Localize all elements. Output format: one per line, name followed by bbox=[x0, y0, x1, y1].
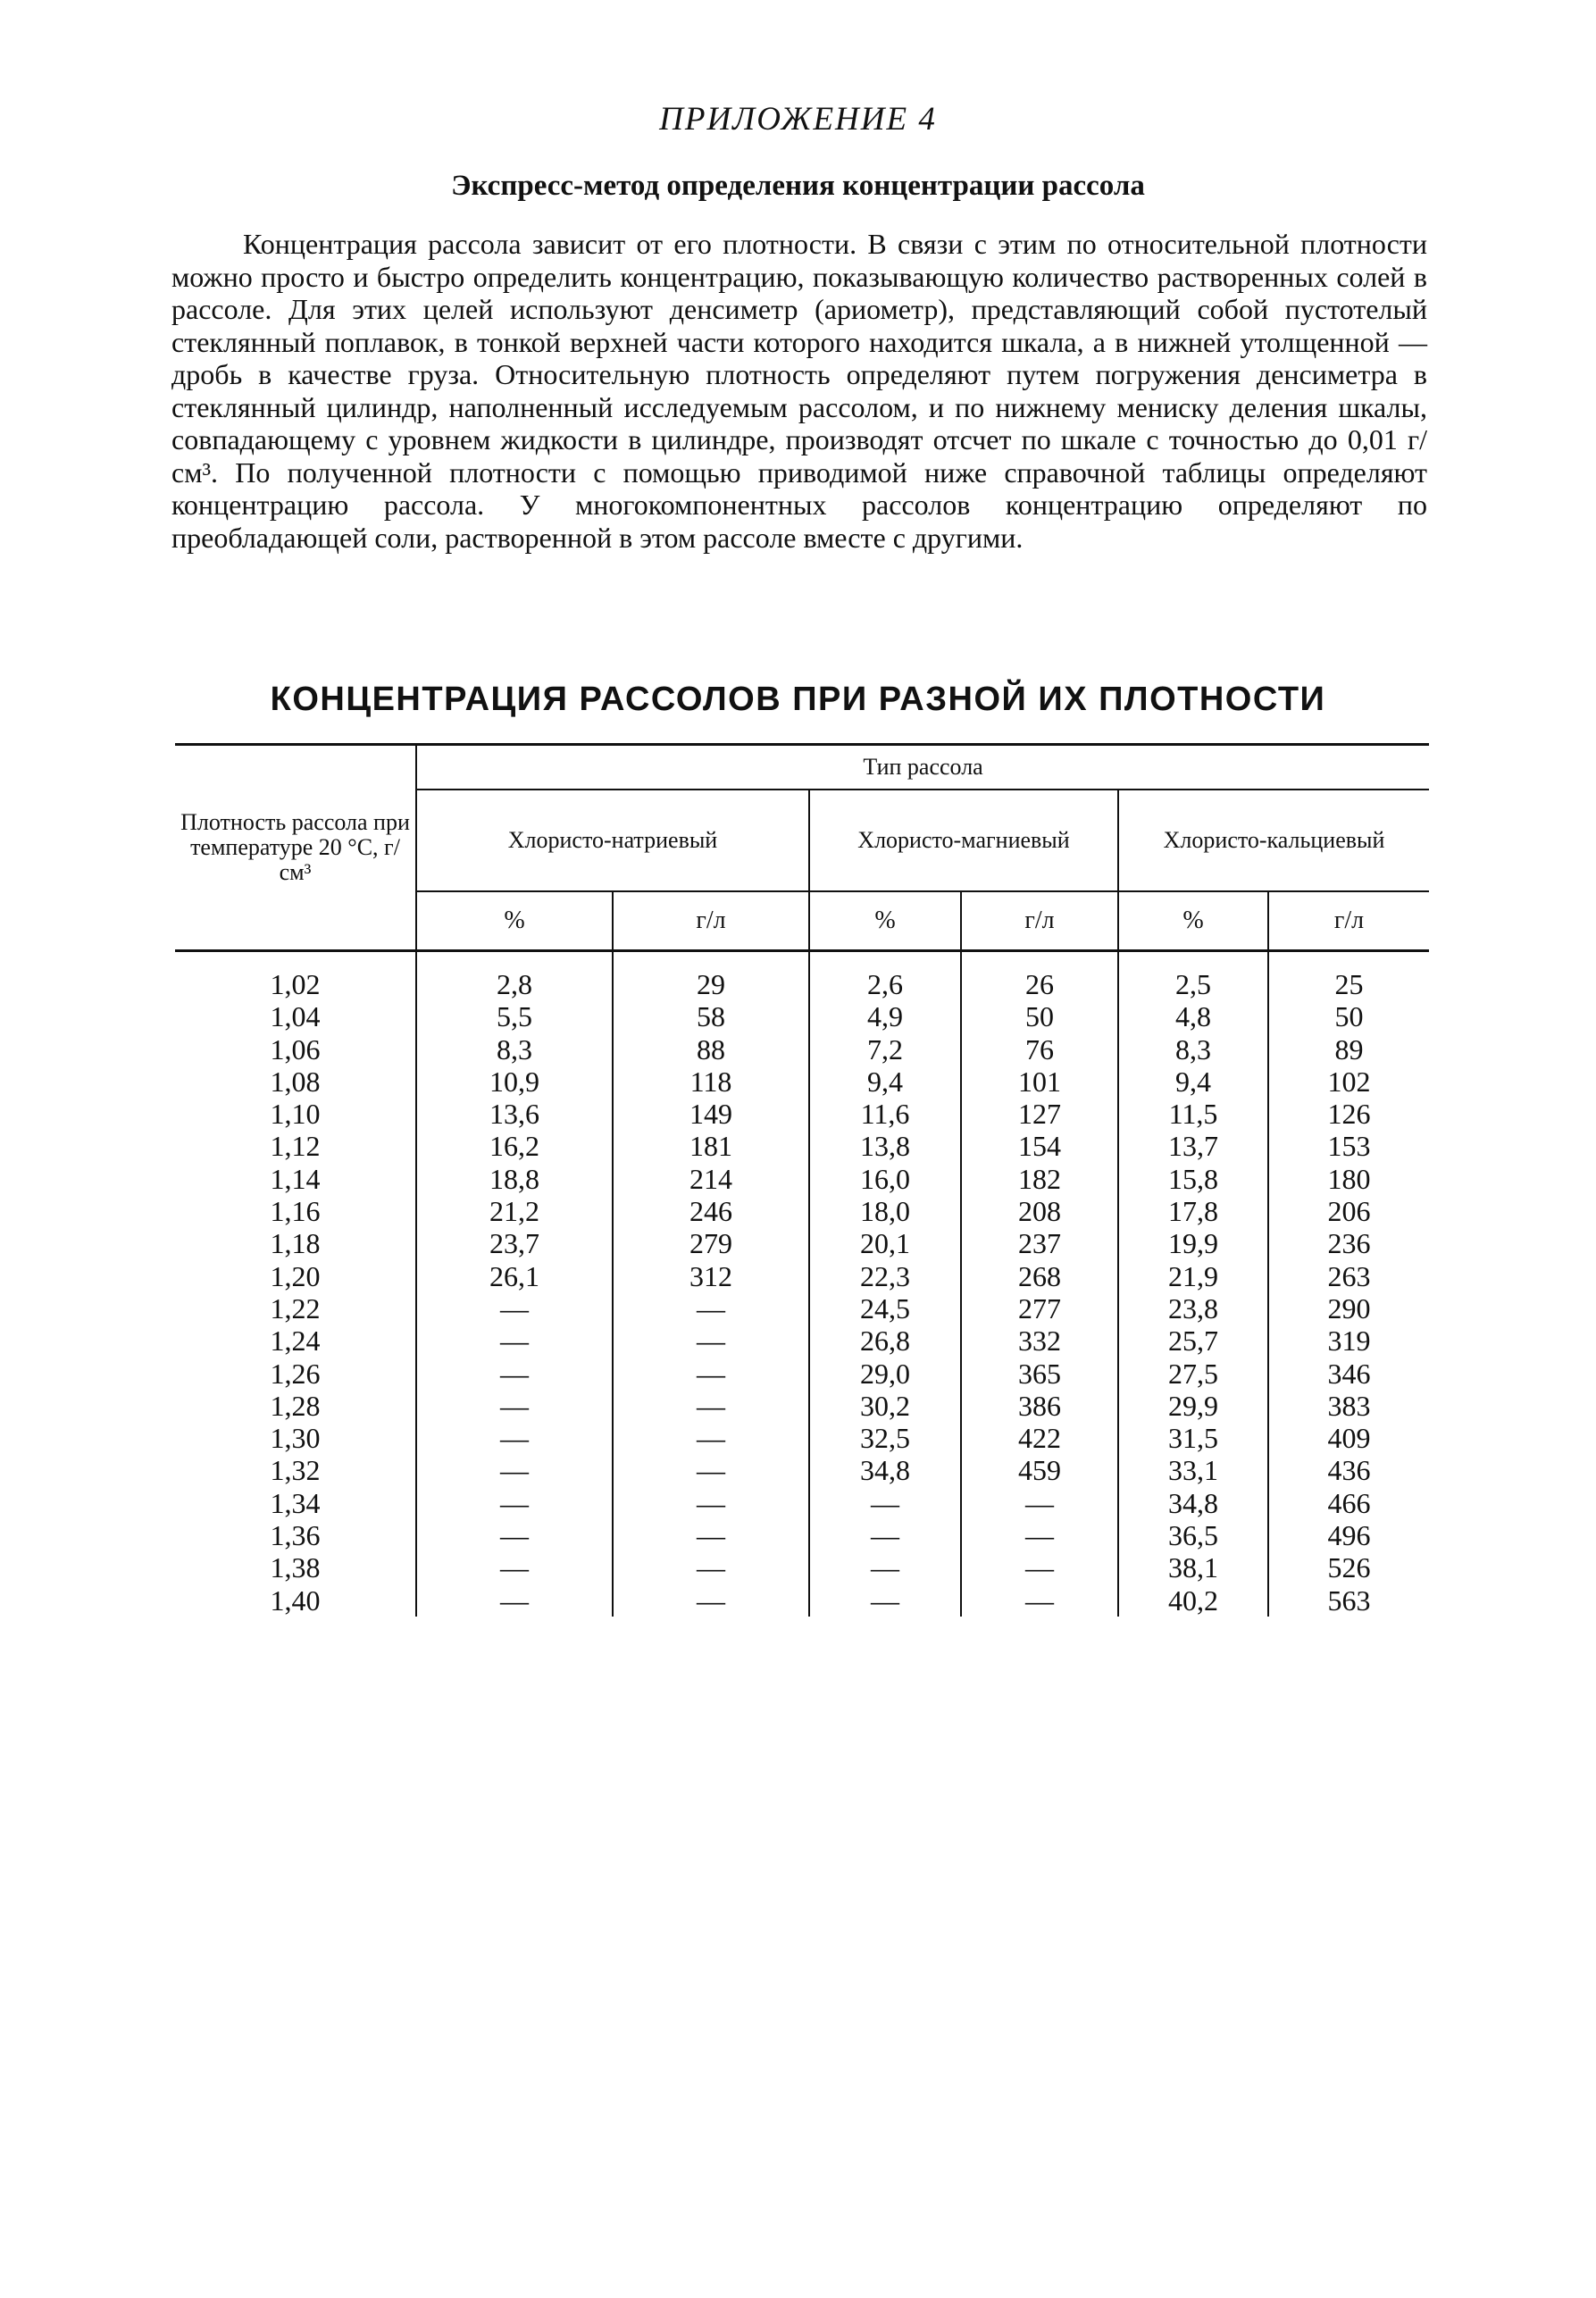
density-cell: 1,26 bbox=[270, 1357, 321, 1390]
mgcl-percent-cell: — bbox=[809, 1584, 961, 1617]
mgcl-gl-cell: 365 bbox=[961, 1358, 1118, 1390]
nacl-percent-cell: — bbox=[416, 1487, 613, 1519]
nacl-percent-cell: — bbox=[416, 1519, 613, 1551]
type-header-magnesium-chloride: Хлористо-магниевый bbox=[809, 790, 1118, 891]
mgcl-percent-cell: 32,5 bbox=[809, 1422, 961, 1454]
cacl-gl-cell: 409 bbox=[1268, 1422, 1429, 1454]
cacl-percent-cell: 2,5 bbox=[1118, 968, 1268, 1000]
cacl-percent-cell: 29,9 bbox=[1118, 1390, 1268, 1422]
table-row bbox=[175, 1195, 1429, 1227]
table-body bbox=[175, 951, 1429, 1617]
table-row bbox=[175, 1000, 1429, 1032]
density-cell: 1,22 bbox=[270, 1291, 321, 1324]
nacl-percent-cell: 18,8 bbox=[416, 1163, 613, 1195]
unit-header: г/л bbox=[1268, 891, 1429, 951]
cacl-gl-cell: 526 bbox=[1268, 1551, 1429, 1584]
density-cell: 1,02 bbox=[270, 968, 321, 1000]
mgcl-gl-cell: — bbox=[961, 1551, 1118, 1584]
appendix-label: ПРИЛОЖЕНИЕ 4 bbox=[659, 101, 937, 138]
mgcl-percent-cell: 22,3 bbox=[809, 1260, 961, 1292]
cacl-gl-cell: 180 bbox=[1268, 1163, 1429, 1195]
cacl-percent-cell: 15,8 bbox=[1118, 1163, 1268, 1195]
mgcl-gl-cell: 422 bbox=[961, 1422, 1118, 1454]
table-row bbox=[175, 1130, 1429, 1162]
nacl-percent-cell: — bbox=[416, 1422, 613, 1454]
concentration-table bbox=[175, 743, 1429, 1617]
mgcl-gl-cell: 208 bbox=[961, 1195, 1118, 1227]
nacl-percent-cell: — bbox=[416, 1324, 613, 1357]
nacl-gl-cell: — bbox=[613, 1358, 809, 1390]
mgcl-percent-cell: — bbox=[809, 1551, 961, 1584]
table-row bbox=[175, 1033, 1429, 1065]
cacl-percent-cell: 9,4 bbox=[1118, 1065, 1268, 1098]
mgcl-gl-cell: 332 bbox=[961, 1324, 1118, 1357]
cacl-percent-cell: 17,8 bbox=[1118, 1195, 1268, 1227]
nacl-gl-cell: — bbox=[613, 1584, 809, 1617]
cacl-gl-cell: 153 bbox=[1268, 1130, 1429, 1162]
mgcl-percent-cell: 20,1 bbox=[809, 1227, 961, 1259]
table-title: КОНЦЕНТРАЦИЯ РАССОЛОВ ПРИ РАЗНОЙ ИХ ПЛОТНОСТИ bbox=[270, 681, 1326, 718]
nacl-gl-cell: — bbox=[613, 1454, 809, 1486]
cacl-gl-cell: 436 bbox=[1268, 1454, 1429, 1486]
cacl-percent-cell: 4,8 bbox=[1118, 1000, 1268, 1032]
cacl-percent-cell: 34,8 bbox=[1118, 1487, 1268, 1519]
mgcl-percent-cell: — bbox=[809, 1487, 961, 1519]
density-cell: 1,20 bbox=[270, 1259, 321, 1292]
nacl-gl-cell: — bbox=[613, 1292, 809, 1324]
nacl-percent-cell: 5,5 bbox=[416, 1000, 613, 1032]
nacl-percent-cell: — bbox=[416, 1551, 613, 1584]
cacl-gl-cell: 126 bbox=[1268, 1098, 1429, 1130]
nacl-gl-cell: — bbox=[613, 1551, 809, 1584]
mgcl-percent-cell: 24,5 bbox=[809, 1292, 961, 1324]
cacl-percent-cell: 40,2 bbox=[1118, 1584, 1268, 1617]
mgcl-percent-cell: 7,2 bbox=[809, 1033, 961, 1065]
nacl-gl-cell: 214 bbox=[613, 1163, 809, 1195]
cacl-percent-cell: 38,1 bbox=[1118, 1551, 1268, 1584]
cacl-gl-cell: 290 bbox=[1268, 1292, 1429, 1324]
nacl-gl-cell: — bbox=[613, 1487, 809, 1519]
cacl-gl-cell: 496 bbox=[1268, 1519, 1429, 1551]
table-row bbox=[175, 1551, 1429, 1584]
table-header bbox=[175, 745, 1429, 951]
nacl-gl-cell: — bbox=[613, 1519, 809, 1551]
cacl-gl-cell: 89 bbox=[1268, 1033, 1429, 1065]
mgcl-gl-cell: 237 bbox=[961, 1227, 1118, 1259]
table-row bbox=[175, 1163, 1429, 1195]
cacl-percent-cell: 8,3 bbox=[1118, 1033, 1268, 1065]
table-row bbox=[175, 1324, 1429, 1357]
body-paragraph: Концентрация рассола зависит от его плотности. В связи с этим по относительной плотности можно просто и быстро определить концентрацию, показывающую количество растворенных солей в рассоле. Для этих целей используют денсиметр (ариометр), представляющий собой пустотелый стеклянный поплавок, в тонкой верхней части которого находится шкала, а в нижней утолщенной — дробь в качестве груза. Относительную плотность определяют путем погружения денсиметра в стеклянный цилиндр, наполненный исследуемым рассолом, и по нижнему мениску деления шкалы, совпадающему с уровнем жидкости в цилиндре, производят отсчет по шкале с точностью до 0,01 г/см³. По полученной плотности с помощью приводимой ниже справочной таблицы определяют концентрацию рассола. У многокомпонентных рассолов концентрацию определяют по преобладающей соли, растворенной в этом рассоле вместе с другими. bbox=[171, 228, 1427, 554]
nacl-percent-cell: 13,6 bbox=[416, 1098, 613, 1130]
table-row bbox=[175, 1390, 1429, 1422]
density-cell: 1,18 bbox=[270, 1227, 321, 1260]
nacl-percent-cell: 21,2 bbox=[416, 1195, 613, 1227]
mgcl-percent-cell: 16,0 bbox=[809, 1163, 961, 1195]
table-row bbox=[175, 1422, 1429, 1454]
mgcl-gl-cell: 127 bbox=[961, 1098, 1118, 1130]
mgcl-gl-cell: 268 bbox=[961, 1260, 1118, 1292]
cacl-gl-cell: 319 bbox=[1268, 1324, 1429, 1357]
density-cell: 1,30 bbox=[270, 1422, 321, 1455]
density-cell: 1,36 bbox=[270, 1519, 321, 1552]
nacl-gl-cell: 246 bbox=[613, 1195, 809, 1227]
density-cell: 1,28 bbox=[270, 1389, 321, 1422]
cacl-gl-cell: 383 bbox=[1268, 1390, 1429, 1422]
density-cell: 1,32 bbox=[270, 1454, 321, 1487]
cacl-percent-cell: 19,9 bbox=[1118, 1227, 1268, 1259]
mgcl-gl-cell: 386 bbox=[961, 1390, 1118, 1422]
cacl-gl-cell: 563 bbox=[1268, 1584, 1429, 1617]
density-cell: 1,40 bbox=[270, 1584, 321, 1617]
nacl-gl-cell: 312 bbox=[613, 1260, 809, 1292]
cacl-gl-cell: 346 bbox=[1268, 1358, 1429, 1390]
nacl-gl-cell: 58 bbox=[613, 1000, 809, 1032]
density-cell: 1,38 bbox=[270, 1551, 321, 1584]
nacl-percent-cell: 10,9 bbox=[416, 1065, 613, 1098]
cacl-gl-cell: 206 bbox=[1268, 1195, 1429, 1227]
table-row bbox=[175, 1358, 1429, 1390]
table-spacer-row bbox=[175, 951, 1429, 969]
unit-header: % bbox=[416, 891, 613, 951]
nacl-percent-cell: 23,7 bbox=[416, 1227, 613, 1259]
nacl-percent-cell: 16,2 bbox=[416, 1130, 613, 1162]
density-cell: 1,06 bbox=[270, 1032, 321, 1065]
cacl-percent-cell: 33,1 bbox=[1118, 1454, 1268, 1486]
type-header-calcium-chloride: Хлористо-кальциевый bbox=[1118, 790, 1429, 891]
brine-type-header: Тип рассола bbox=[416, 745, 1429, 790]
nacl-percent-cell: 2,8 bbox=[416, 968, 613, 1000]
nacl-gl-cell: — bbox=[613, 1324, 809, 1357]
document-title: Экспресс-метод определения концентрации рассола bbox=[451, 170, 1145, 202]
mgcl-percent-cell: 2,6 bbox=[809, 968, 961, 1000]
cacl-percent-cell: 11,5 bbox=[1118, 1098, 1268, 1130]
mgcl-gl-cell: 26 bbox=[961, 968, 1118, 1000]
cacl-percent-cell: 27,5 bbox=[1118, 1358, 1268, 1390]
table-row bbox=[175, 1584, 1429, 1617]
mgcl-percent-cell: 29,0 bbox=[809, 1358, 961, 1390]
cacl-percent-cell: 21,9 bbox=[1118, 1260, 1268, 1292]
mgcl-gl-cell: 50 bbox=[961, 1000, 1118, 1032]
unit-header: % bbox=[809, 891, 961, 951]
mgcl-percent-cell: 13,8 bbox=[809, 1130, 961, 1162]
density-cell: 1,14 bbox=[270, 1162, 321, 1195]
table-row bbox=[175, 1260, 1429, 1292]
density-column-header: Плотность рассола при температуре 20 °С, г/см³ bbox=[175, 745, 416, 951]
mgcl-percent-cell: 18,0 bbox=[809, 1195, 961, 1227]
table-row bbox=[175, 1227, 1429, 1259]
mgcl-gl-cell: 459 bbox=[961, 1454, 1118, 1486]
cacl-percent-cell: 31,5 bbox=[1118, 1422, 1268, 1454]
nacl-percent-cell: — bbox=[416, 1390, 613, 1422]
unit-header: г/л bbox=[613, 891, 809, 951]
nacl-gl-cell: 88 bbox=[613, 1033, 809, 1065]
mgcl-gl-cell: 182 bbox=[961, 1163, 1118, 1195]
nacl-gl-cell: 149 bbox=[613, 1098, 809, 1130]
type-header-sodium-chloride: Хлористо-натриевый bbox=[416, 790, 809, 891]
nacl-percent-cell: 8,3 bbox=[416, 1033, 613, 1065]
table-row bbox=[175, 1454, 1429, 1486]
cacl-percent-cell: 25,7 bbox=[1118, 1324, 1268, 1357]
table-row bbox=[175, 1487, 1429, 1519]
nacl-gl-cell: 118 bbox=[613, 1065, 809, 1098]
table-row bbox=[175, 1519, 1429, 1551]
mgcl-gl-cell: 277 bbox=[961, 1292, 1118, 1324]
mgcl-gl-cell: 154 bbox=[961, 1130, 1118, 1162]
nacl-percent-cell: — bbox=[416, 1454, 613, 1486]
mgcl-percent-cell: 11,6 bbox=[809, 1098, 961, 1130]
mgcl-gl-cell: 101 bbox=[961, 1065, 1118, 1098]
mgcl-gl-cell: — bbox=[961, 1519, 1118, 1551]
mgcl-percent-cell: — bbox=[809, 1519, 961, 1551]
unit-header: г/л bbox=[961, 891, 1118, 951]
mgcl-percent-cell: 26,8 bbox=[809, 1324, 961, 1357]
cacl-gl-cell: 236 bbox=[1268, 1227, 1429, 1259]
unit-header: % bbox=[1118, 891, 1268, 951]
nacl-percent-cell: — bbox=[416, 1584, 613, 1617]
nacl-gl-cell: 29 bbox=[613, 968, 809, 1000]
mgcl-percent-cell: 4,9 bbox=[809, 1000, 961, 1032]
cacl-gl-cell: 263 bbox=[1268, 1260, 1429, 1292]
mgcl-percent-cell: 34,8 bbox=[809, 1454, 961, 1486]
density-cell: 1,08 bbox=[270, 1065, 321, 1098]
mgcl-gl-cell: — bbox=[961, 1584, 1118, 1617]
table-row bbox=[175, 1065, 1429, 1098]
density-cell: 1,16 bbox=[270, 1195, 321, 1228]
nacl-gl-cell: — bbox=[613, 1390, 809, 1422]
mgcl-gl-cell: — bbox=[961, 1487, 1118, 1519]
cacl-gl-cell: 50 bbox=[1268, 1000, 1429, 1032]
mgcl-percent-cell: 9,4 bbox=[809, 1065, 961, 1098]
table-row bbox=[175, 968, 1429, 1000]
density-cell: 1,12 bbox=[270, 1130, 321, 1163]
nacl-percent-cell: 26,1 bbox=[416, 1260, 613, 1292]
density-cell: 1,04 bbox=[270, 1000, 321, 1033]
cacl-gl-cell: 466 bbox=[1268, 1487, 1429, 1519]
nacl-gl-cell: 181 bbox=[613, 1130, 809, 1162]
density-cell: 1,34 bbox=[270, 1486, 321, 1519]
nacl-percent-cell: — bbox=[416, 1358, 613, 1390]
cacl-percent-cell: 13,7 bbox=[1118, 1130, 1268, 1162]
cacl-percent-cell: 23,8 bbox=[1118, 1292, 1268, 1324]
density-cell: 1,24 bbox=[270, 1324, 321, 1358]
table-row bbox=[175, 1292, 1429, 1324]
mgcl-gl-cell: 76 bbox=[961, 1033, 1118, 1065]
nacl-gl-cell: — bbox=[613, 1422, 809, 1454]
cacl-percent-cell: 36,5 bbox=[1118, 1519, 1268, 1551]
density-cell: 1,10 bbox=[270, 1098, 321, 1131]
table-row bbox=[175, 1098, 1429, 1130]
cacl-gl-cell: 25 bbox=[1268, 968, 1429, 1000]
cacl-gl-cell: 102 bbox=[1268, 1065, 1429, 1098]
mgcl-percent-cell: 30,2 bbox=[809, 1390, 961, 1422]
nacl-percent-cell: — bbox=[416, 1292, 613, 1324]
nacl-gl-cell: 279 bbox=[613, 1227, 809, 1259]
